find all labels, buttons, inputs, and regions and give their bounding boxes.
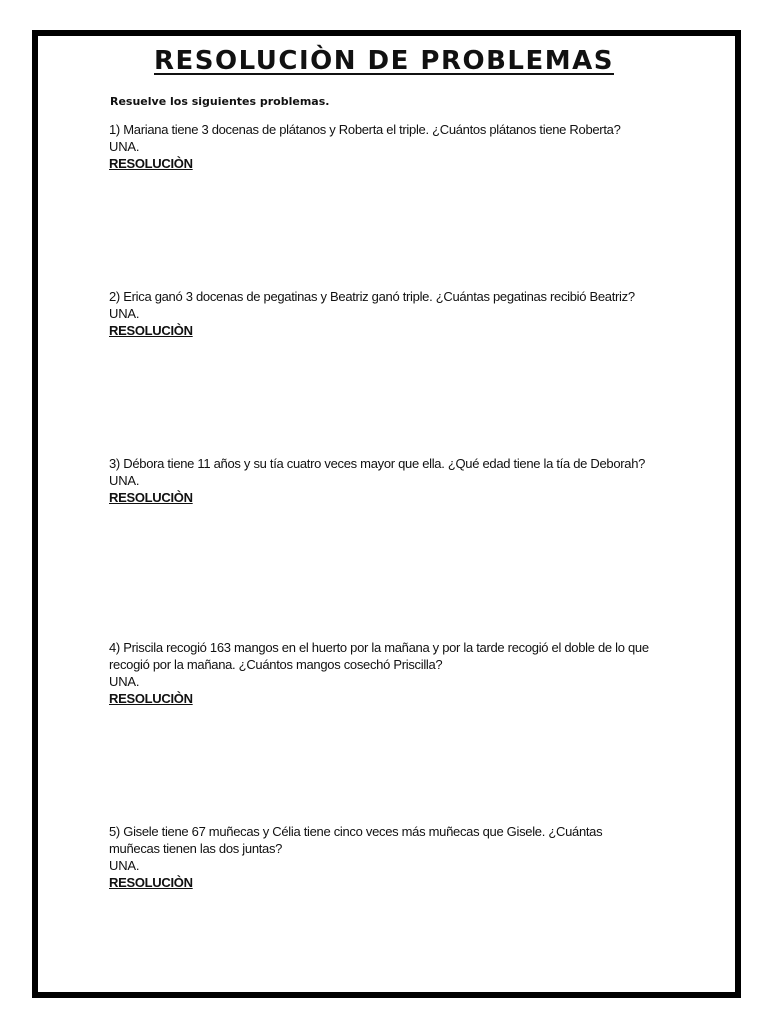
problem-3-answer-label: UNA. xyxy=(109,473,140,488)
problem-5-statement: 5) Gisele tiene 67 muñecas y Célia tiene cinco veces más muñecas que Gisele. ¿Cuántas muñecas tienen las dos juntas? xyxy=(109,824,603,856)
problem-1 xyxy=(109,121,649,172)
problem-3-resolution-heading: RESOLUCIÒN xyxy=(109,490,193,505)
problem-5-answer-label: UNA. xyxy=(109,858,140,873)
instructions-text: Resuelve los siguientes problemas. xyxy=(110,95,330,108)
problem-2 xyxy=(109,288,649,339)
problem-4 xyxy=(109,639,649,707)
problem-2-answer-label: UNA. xyxy=(109,306,140,321)
problem-2-statement: 2) Erica ganó 3 docenas de pegatinas y Beatriz ganó triple. ¿Cuántas pegatinas recibió Beatriz? xyxy=(109,289,635,304)
page-title: RESOLUCIÒN DE PROBLEMAS xyxy=(154,46,614,76)
problem-1-answer-label: UNA. xyxy=(109,139,140,154)
problem-4-answer-label: UNA. xyxy=(109,674,140,689)
problem-4-statement: 4) Priscila recogió 163 mangos en el huerto por la mañana y por la tarde recogió el doble de lo que recogió por la mañana. ¿Cuántos mangos cosechó Priscilla? xyxy=(109,640,649,672)
problem-5-resolution-heading: RESOLUCIÒN xyxy=(109,875,193,890)
problem-3-statement: 3) Débora tiene 11 años y su tía cuatro veces mayor que ella. ¿Qué edad tiene la tía de Deborah? xyxy=(109,456,646,471)
problem-5 xyxy=(109,823,649,891)
problem-1-resolution-heading: RESOLUCIÒN xyxy=(109,156,193,171)
problem-2-resolution-heading: RESOLUCIÒN xyxy=(109,323,193,338)
problem-4-resolution-heading: RESOLUCIÒN xyxy=(109,691,193,706)
problem-1-statement: 1) Mariana tiene 3 docenas de plátanos y Roberta el triple. ¿Cuántos plátanos tiene Roberta? xyxy=(109,122,621,137)
problem-3 xyxy=(109,455,649,506)
